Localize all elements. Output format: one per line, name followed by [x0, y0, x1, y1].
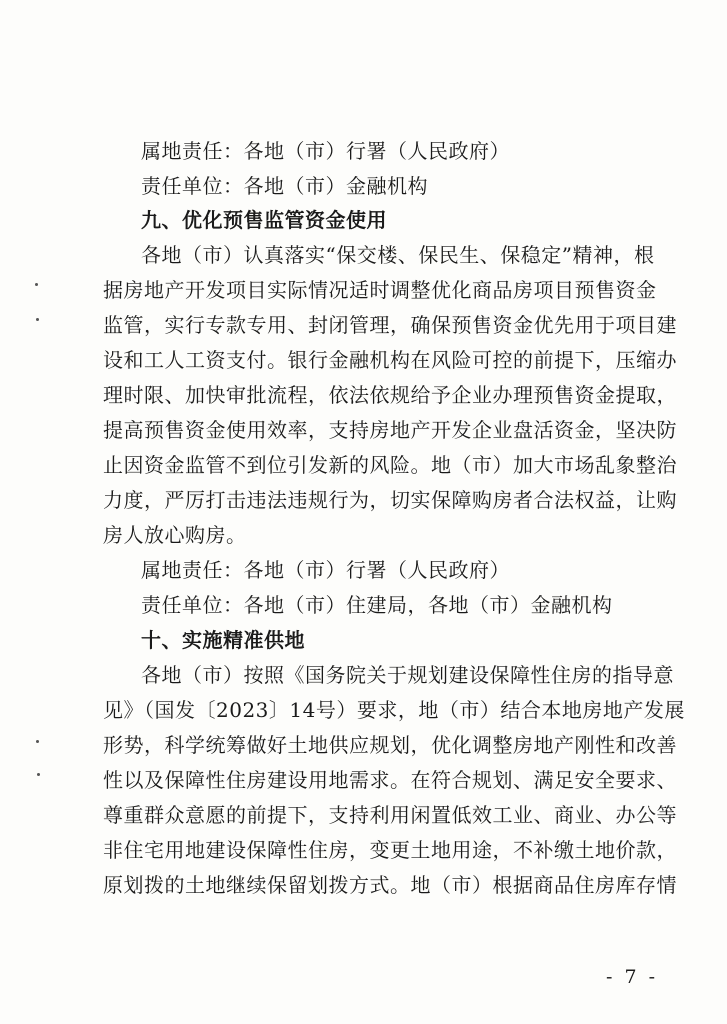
responsibility-region-line: 属地责任：各地（市）行署（人民政府） — [141, 558, 510, 582]
paragraph-line: 非住宅用地建设保障性住房，变更土地用途，不补缴土地价款， — [103, 838, 677, 862]
paragraph-line: 止因资金监管不到位引发新的风险。地（市）加大市场乱象整治 — [103, 453, 677, 477]
scan-speck — [36, 318, 39, 321]
section-heading-10: 十、实施精准供地 — [141, 628, 305, 652]
paragraph-line: 各地（市）认真落实“保交楼、保民生、保稳定”精神，根 — [141, 243, 655, 267]
section-heading-9: 九、优化预售监管资金使用 — [141, 208, 387, 232]
paragraph-line: 原划拨的土地继续保留划拨方式。地（市）根据商品住房库存情 — [103, 873, 677, 897]
scan-speck — [36, 740, 39, 743]
paragraph-line: 尊重群众意愿的前提下，支持利用闲置低效工业、商业、办公等 — [103, 803, 677, 827]
paragraph-line: 设和工人工资支付。银行金融机构在风险可控的前提下，压缩办 — [103, 348, 677, 372]
page-number: - 7 - — [606, 966, 659, 988]
paragraph-line: 力度，严厉打击违法违规行为，切实保障购房者合法权益，让购 — [103, 488, 677, 512]
paragraph-line: 各地（市）按照《国务院关于规划建设保障性住房的指导意 — [141, 663, 674, 687]
paragraph-line: 理时限、加快审批流程，依法依规给予企业办理预售资金提取， — [103, 383, 677, 407]
paragraph-line: 性以及保障性住房建设用地需求。在符合规划、满足安全要求、 — [103, 768, 677, 792]
responsible-unit-line: 责任单位：各地（市）金融机构 — [141, 174, 428, 198]
paragraph-line: 提高预售资金使用效率，支持房地产开发企业盘活资金，坚决防 — [103, 418, 677, 442]
paragraph-line: 形势，科学统筹做好土地供应规划，优化调整房地产刚性和改善 — [103, 733, 677, 757]
responsibility-region-line: 属地责任：各地（市）行署（人民政府） — [141, 139, 510, 163]
scan-speck — [35, 283, 38, 286]
paragraph-line: 据房地产开发项目实际情况适时调整优化商品房项目预售资金 — [103, 278, 657, 302]
responsible-unit-line: 责任单位：各地（市）住建局，各地（市）金融机构 — [141, 593, 613, 617]
paragraph-line: 监管，实行专款专用、封闭管理，确保预售资金优先用于项目建 — [103, 313, 677, 337]
paragraph-line: 见》（国发〔2023〕14号）要求，地（市）结合本地房地产发展 — [103, 698, 685, 722]
scan-speck — [37, 773, 40, 776]
paragraph-line: 房人放心购房。 — [103, 523, 247, 547]
